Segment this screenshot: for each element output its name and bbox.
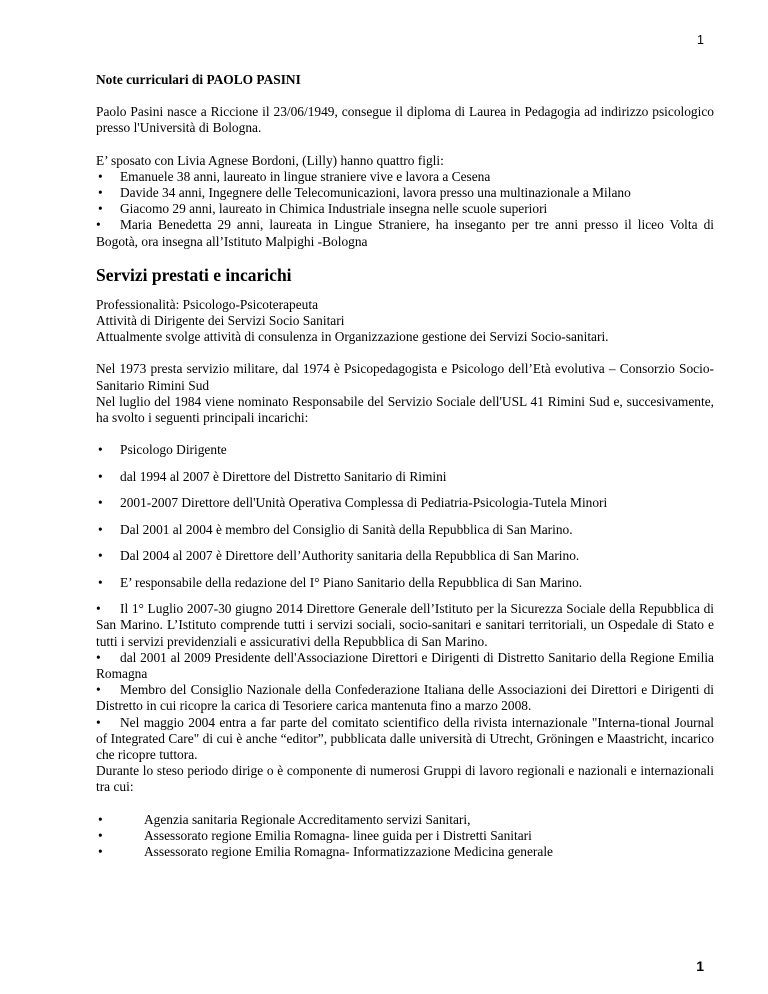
list-item: • Giacomo 29 anni, laureato in Chimica Industriale insegna nelle scuole superiori [98, 201, 548, 217]
career-paragraph: Nel 1973 presta servizio militare, dal 1974 è Psicopedagogista e Psicologo dell’Età evolutiva – Consorzio Socio-Sanitario Rimini Sud [96, 361, 714, 393]
groups-list [96, 812, 714, 861]
bullet-icon: • [96, 714, 101, 730]
professional-line: Attualmente svolge attività di consulenza in Organizzazione gestione dei Servizi Socio-sanitari. [96, 329, 609, 345]
children-list [96, 169, 714, 218]
list-item: • Membro del Consiglio Nazionale della Confederazione Italiana delle Associazioni dei Direttori e Dirigenti di Distretto in cui ricopre la carica di Tesoriere carica mantenuta fino a marzo 2008. [96, 682, 714, 714]
list-item: • Il 1° Luglio 2007-30 giugno 2014 Direttore Generale dell’Istituto per la Sicurezza Sociale della Repubblica di San Marino. L’Istituto comprende tutti i servizi sociali, socio-sanitari e sanitari territoriali, un Ospedale di Stato e tutti i servizi previdenziali e assicurativi della Repubblica di San Marino. [96, 601, 714, 649]
bullet-icon: • [98, 201, 103, 217]
bullet-icon: • [98, 574, 103, 590]
professional-line: Attività di Dirigente dei Servizi Socio Sanitari [96, 313, 345, 329]
list-item: • Agenzia sanitaria Regionale Accreditamento servizi Sanitari, [98, 811, 471, 827]
list-item: • Emanuele 38 anni, laureato in lingue straniere vive e lavora a Cesena [98, 168, 491, 184]
list-item: • E’ responsabile della redazione del I° Piano Sanitario della Repubblica di San Marino. [98, 574, 583, 590]
professional-line: Professionalità: Psicologo-Psicoterapeuta [96, 296, 319, 312]
list-item: • Dal 2004 al 2007 è Direttore dell’Authority sanitaria della Repubblica di San Marino. [98, 548, 580, 564]
bullet-icon: • [98, 442, 103, 458]
groups-intro: Durante lo steso periodo dirige o è componente di numerosi Gruppi di lavoro regionali e nazionali e internazionali tra cui: [96, 763, 714, 795]
list-item: • Davide 34 anni, Ingegnere delle Telecomunicazioni, lavora presso una multinazionale a Milano [98, 185, 631, 201]
section-heading: Servizi prestati e incarichi [96, 264, 292, 285]
list-item: • dal 1994 al 2007 è Direttore del Distretto Sanitario di Rimini [98, 468, 447, 484]
bullet-icon: • [98, 548, 103, 564]
bullet-icon: • [96, 682, 101, 698]
bullet-icon: • [96, 649, 101, 665]
list-item: • Assessorato regione Emilia Romagna- linee guida per i Distretti Sanitari [98, 827, 532, 843]
bullet-icon: • [98, 468, 103, 484]
family-intro: E’ sposato con Livia Agnese Bordoni, (Lilly) hanno quattro figli: [96, 152, 444, 168]
bullet-icon: • [98, 844, 103, 860]
list-item: • dal 2001 al 2009 Presidente dell'Associazione Direttori e Dirigenti di Distretto Sanitario della Regione Emilia Romagna [96, 649, 714, 682]
list-item: • Assessorato regione Emilia Romagna- Informatizzazione Medicina generale [98, 844, 553, 860]
bullet-icon: • [98, 521, 103, 537]
children-list-continued [96, 217, 714, 249]
roles-list-continued [96, 601, 714, 763]
roles-list [96, 442, 714, 591]
bullet-icon: • [98, 185, 103, 201]
list-item: • Psicologo Dirigente [98, 442, 227, 458]
list-item: • Nel maggio 2004 entra a far parte del comitato scientifico della rivista internazionale "Interna-tional Journal of Integrated Care" di cui è anche “editor”, pubblicata dalle università di Utrecht, Gröningen e Maastricht, incarico che ricopre tuttora. [96, 714, 714, 763]
document-body [96, 72, 714, 860]
intro-paragraph: Paolo Pasini nasce a Riccione il 23/06/1949, consegue il diploma di Laurea in Pedagogia ad indirizzo psicologico presso l'Università di Bologna. [96, 104, 714, 136]
document-title: Note curriculari di PAOLO PASINI [96, 72, 301, 87]
header-page-number: 1 [697, 33, 704, 47]
list-item: • 2001-2007 Direttore dell'Unità Operativa Complessa di Pediatria-Psicologia-Tutela Minori [98, 495, 608, 511]
footer-page-number: 1 [696, 958, 704, 974]
bullet-icon: • [98, 168, 103, 184]
list-item: • Dal 2001 al 2004 è membro del Consiglio di Sanità della Repubblica di San Marino. [98, 521, 573, 537]
bullet-icon: • [98, 811, 103, 827]
career-paragraph: Nel luglio del 1984 viene nominato Responsabile del Servizio Sociale dell'USL 41 Rimini Sud e, succesivamente, ha svolto i seguenti principali incarichi: [96, 393, 714, 426]
bullet-icon: • [98, 827, 103, 843]
bullet-icon: • [98, 495, 103, 511]
bullet-icon: • [96, 601, 101, 617]
bullet-icon: • [96, 217, 101, 233]
list-item: • Maria Benedetta 29 anni, laureata in Lingue Straniere, ha inseganto per tre anni presso il liceo Volta di Bogotà, ora insegna all’Istituto Malpighi -Bologna [96, 217, 714, 249]
